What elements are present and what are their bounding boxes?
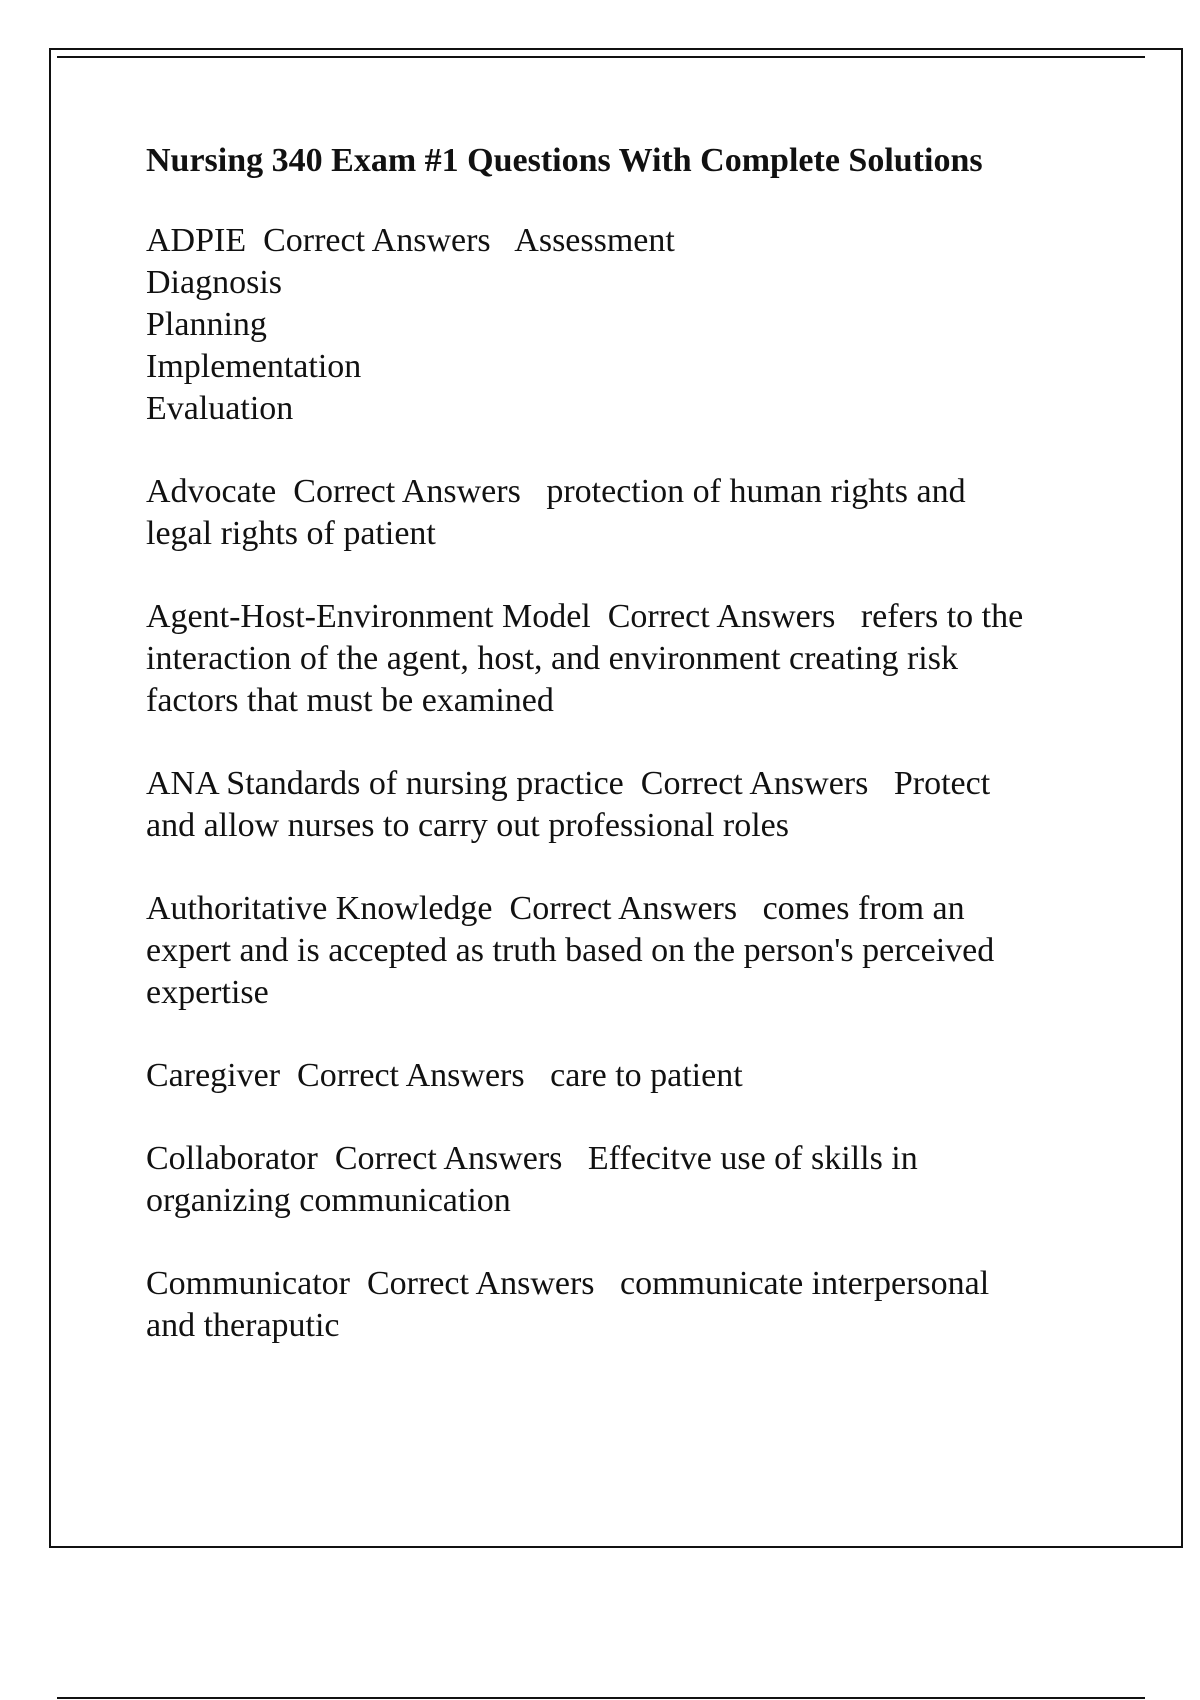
entry-line: ANA Standards of nursing practice Correct Answers Protect xyxy=(146,765,991,802)
entry-line: Implementation xyxy=(146,348,362,385)
entry-advocate xyxy=(146,471,1106,555)
entry-line: ADPIE Correct Answers Assessment xyxy=(146,222,675,259)
document-title: Nursing 340 Exam #1 Questions With Complete Solutions xyxy=(146,142,983,179)
entry-ana-standards xyxy=(146,763,1106,847)
document-body xyxy=(146,140,1106,1388)
entry-communicator xyxy=(146,1263,1106,1347)
entry-authoritative-knowledge xyxy=(146,888,1106,1014)
entry-line: organizing communication xyxy=(146,1182,511,1219)
bottom-rule xyxy=(57,1697,1145,1699)
entry-line: Authoritative Knowledge Correct Answers comes from an xyxy=(146,890,965,927)
entry-line: Caregiver Correct Answers care to patient xyxy=(146,1057,743,1094)
entry-line: legal rights of patient xyxy=(146,515,436,552)
entry-line: interaction of the agent, host, and environment creating risk xyxy=(146,640,958,677)
entry-line: expert and is accepted as truth based on the person's perceived xyxy=(146,932,995,969)
entry-adpie xyxy=(146,220,1106,430)
entry-line: Planning xyxy=(146,306,267,343)
entry-agent-host-environment xyxy=(146,596,1106,722)
entry-line: expertise xyxy=(146,974,269,1011)
entry-line: and allow nurses to carry out professional roles xyxy=(146,807,789,844)
entry-caregiver xyxy=(146,1055,1106,1097)
entry-line: Advocate Correct Answers protection of human rights and xyxy=(146,473,966,510)
entry-line: factors that must be examined xyxy=(146,682,554,719)
entry-line: Communicator Correct Answers communicate interpersonal xyxy=(146,1265,990,1302)
entry-line: Evaluation xyxy=(146,390,294,427)
entry-line: Agent-Host-Environment Model Correct Answers refers to the xyxy=(146,598,1024,635)
top-rule xyxy=(57,56,1145,58)
entry-line: Collaborator Correct Answers Effecitve use of skills in xyxy=(146,1140,918,1177)
entry-line: Diagnosis xyxy=(146,264,282,301)
entry-collaborator xyxy=(146,1138,1106,1222)
entry-line: and theraputic xyxy=(146,1307,340,1344)
